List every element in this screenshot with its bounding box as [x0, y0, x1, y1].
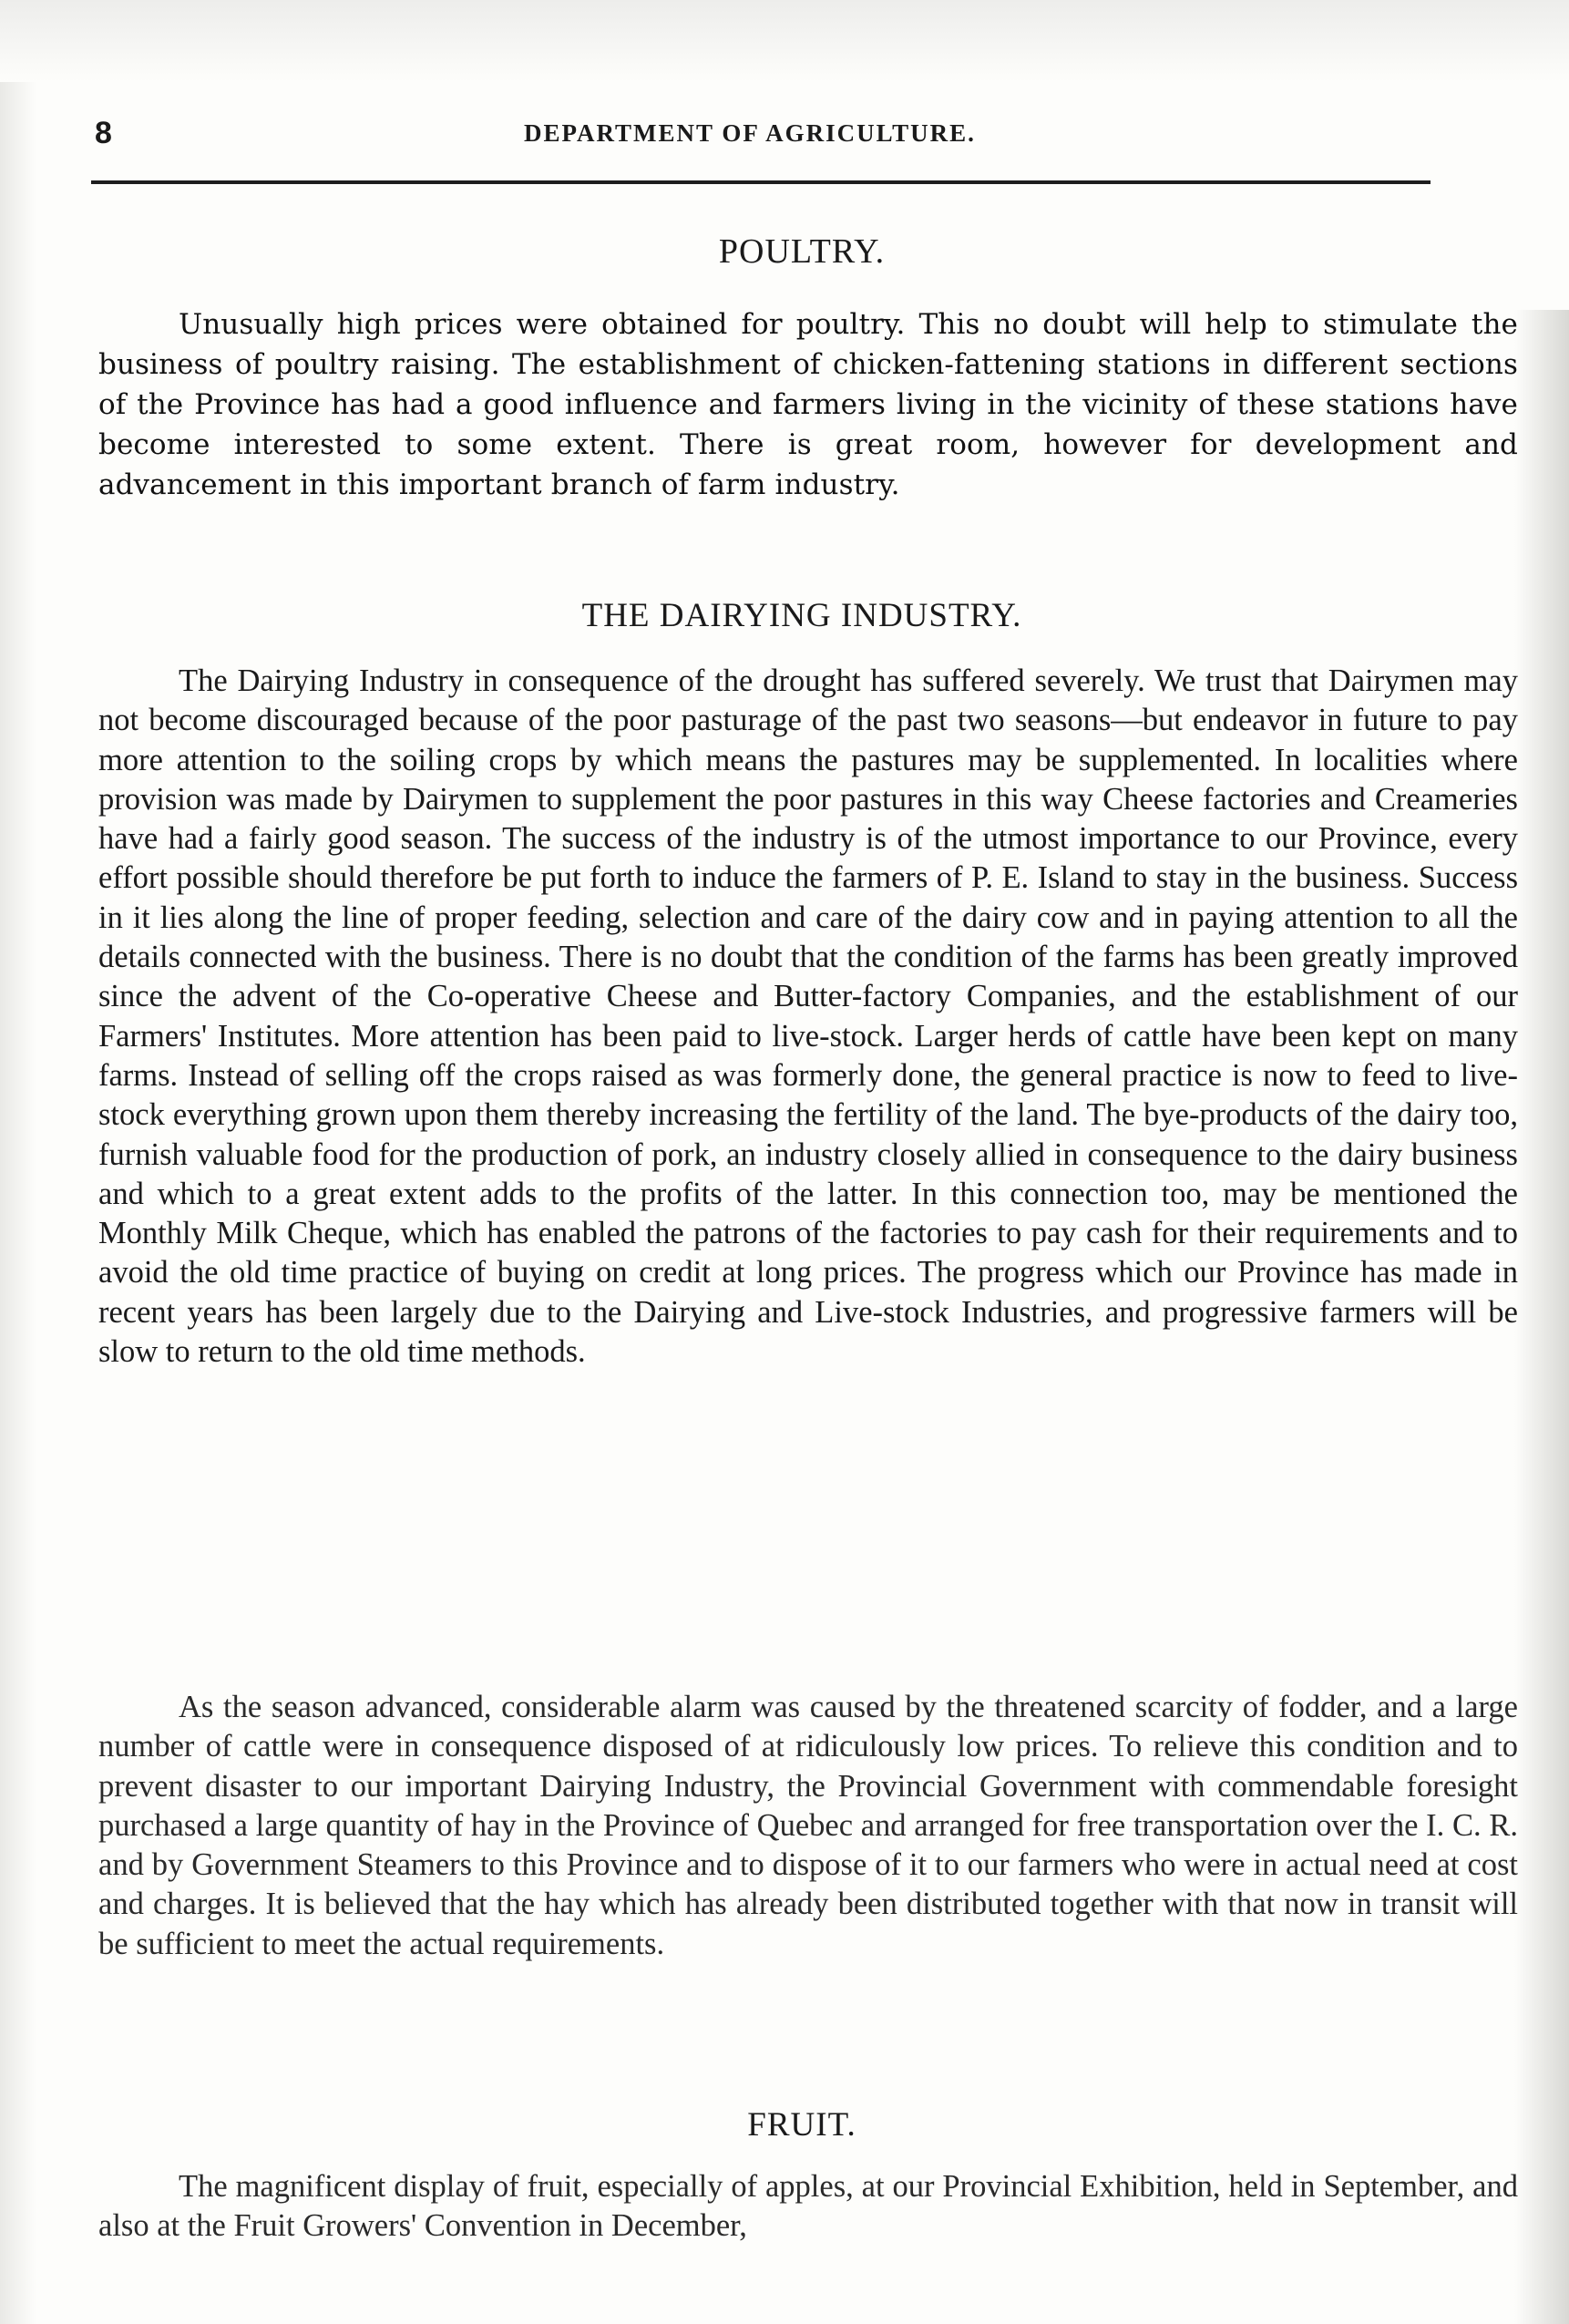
page-number: 8	[95, 116, 112, 150]
scan-shadow-right	[1514, 310, 1569, 2324]
running-title: DEPARTMENT OF AGRICULTURE.	[524, 119, 976, 147]
section-heading-dairying: THE DAIRYING INDUSTRY.	[581, 597, 1022, 634]
fruit-paragraph: The magnificent display of fruit, especially of apples, at our Provincial Exhibition, held in September, and also at the Fruit Growers' Convention in December,	[98, 2169, 1518, 2244]
poultry-paragraph: Unusually high prices were obtained for poultry. This no doubt will help to stimulate the business of poultry raising. The establishment of chicken-fattening stations in different sections of the Province has had a good influence and farmers living in the vicinity of these stations have become interested to some extent. There is great room, however for development and advancement in this important branch of farm industry.	[98, 308, 1518, 501]
section-heading-poultry: POULTRY.	[718, 232, 886, 271]
dairying-paragraph-1: The Dairying Industry in consequence of the drought has suffered severely. We trust that Dairymen may not become discouraged because of the poor pasturage of the past two seasons—but endeavor in future to pay more attention to the soiling crops by which means the pastures may be supplemented. In localities where provision was made by Dairymen to supplement the poor pastures in this way Cheese factories and Creameries have had a fairly good season. The success of the industry is of the utmost importance to our Province, every effort possible should therefore be put forth to induce the farmers of P. E. Island to stay in the business. Success in it lies along the line of proper feeding, selection and care of the dairy cow and in paying attention to all the details connected with the business. There is no doubt that the condition of the farms has been greatly improved since the advent of the Co-operative Cheese and Butter-factory Companies, and the establishment of our Farmers' Institutes. More attention has been paid to live-stock. Larger herds of cattle have been kept on many farms. Instead of selling off the crops raised as was formerly done, the general practice is now to feed to live-stock everything grown upon them thereby increasing the fertility of the land. The bye-products of the dairy too, furnish valuable food for the production of pork, an industry closely allied in consequence to the dairy business and which to a great extent adds to the profits of the latter. In this connection too, may be mentioned the Monthly Milk Cheque, which has enabled the patrons of the factories to pay cash for their requirements and to avoid the old time practice of buying on credit at long prices. The progress which our Province has made in recent years has been largely due to the Dairying and Live-stock Industries, and progressive farmers will be slow to return to the old time methods.	[98, 663, 1518, 1370]
header-rule	[91, 180, 1431, 184]
running-header	[91, 111, 1421, 157]
dairying-paragraph-2: As the season advanced, considerable alarm was caused by the threatened scarcity of fodder, and a large number of cattle were in consequence disposed of at ridiculously low prices. To relieve this condition and to prevent disaster to our important Dairying Industry, the Provincial Government with commendable foresight purchased a large quantity of hay in the Province of Quebec and arranged for free transportation over the I. C. R. and by Government Steamers to this Province and to dispose of it to our farmers who were in actual need at cost and charges. It is believed that the hay which has already been distributed together with that now in transit will be sufficient to meet the actual requirements.	[98, 1690, 1518, 1961]
section-heading-fruit: FRUIT.	[747, 2106, 856, 2144]
scan-shadow-top	[0, 0, 1569, 82]
scan-shadow-left	[0, 0, 36, 2324]
